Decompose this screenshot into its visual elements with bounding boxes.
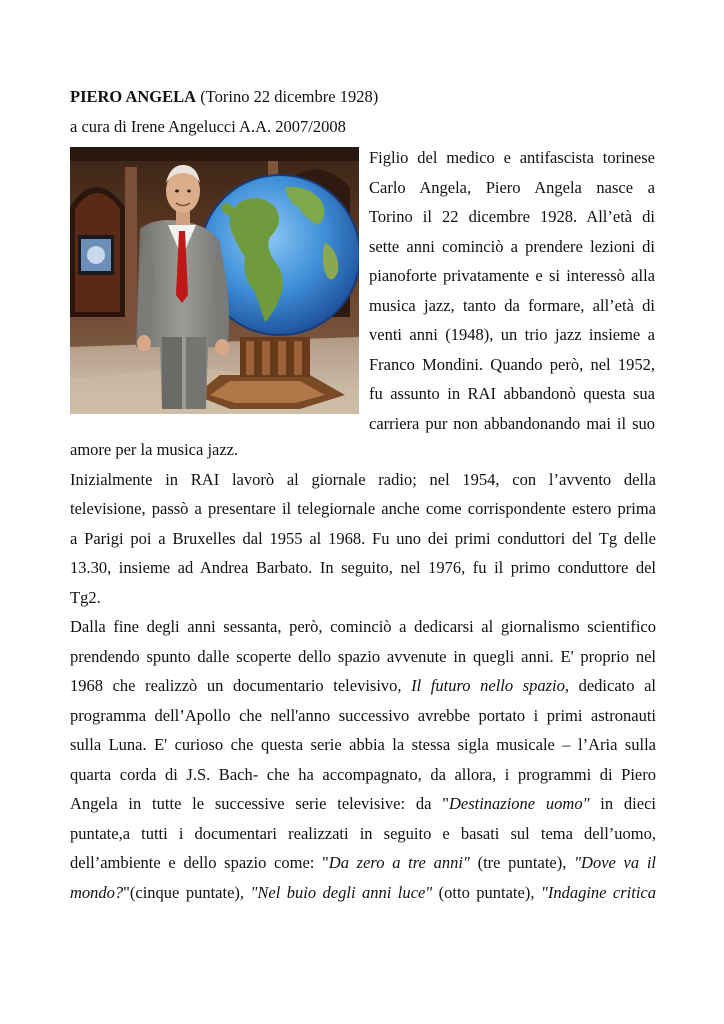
italic-title-destinazione: Destinazione uomo" [448, 794, 590, 813]
photo-illustration [70, 147, 359, 414]
title-birth: (Torino 22 dicembre 1928) [196, 87, 379, 106]
body-line: quarta corda di J.S. Bach- che ha accompagnato, da allora, i programmi di Piero [70, 764, 656, 784]
body-line [70, 789, 656, 819]
document-title [70, 86, 378, 108]
body-line: Inizialmente in RAI lavorò al giornale radio; nel 1954, con l’avvento della [70, 469, 656, 489]
body-line: prendendo spunto dalle scoperte dello spazio avvenute in quegli anni. E' proprio nel [70, 646, 656, 666]
float-line: venti anni (1948), un trio jazz insieme a [369, 325, 655, 344]
body-line: sulla Luna. E' curioso che questa serie abbia la stessa sigla musicale – l’Aria sulla [70, 735, 656, 754]
italic-title-indagine: "Indagine critica [540, 882, 656, 902]
title-name: PIERO ANGELA [70, 87, 197, 106]
text-run: , [239, 882, 251, 902]
text-run: (otto puntate) [432, 882, 531, 902]
float-line: Torino il 22 dicembre 1928. All’età di [369, 207, 655, 226]
text-run: 1968 che realizzò un documentario televisivo, [70, 676, 412, 695]
float-line: Carlo Angela, Piero Angela nasce a [369, 177, 655, 197]
italic-title-mondo: mondo? [70, 882, 124, 902]
float-line: carriera pur non abbandonando mai il suo [369, 413, 655, 433]
float-line: musica jazz, tanto da formare, all’età di [369, 295, 655, 315]
float-line: fu assunto in RAI abbandonò questa sua [369, 384, 655, 403]
italic-title-nel-buio: "Nel buio degli anni luce" [250, 882, 433, 902]
float-line: sette anni cominciò a prendere lezioni di [369, 236, 655, 256]
body-line [70, 671, 656, 701]
body-line: 13.30, insieme ad Andrea Barbato. In seguito, nel 1976, fu il primo conduttore del [70, 558, 656, 577]
float-line: pianoforte privatamente e si interessò alla [369, 266, 655, 285]
body-line: Dalla fine degli anni sessanta, però, cominciò a dedicarsi al giornalismo scientifico [70, 617, 656, 636]
text-run: in dieci [589, 794, 656, 813]
photo-piero-angela [70, 147, 359, 414]
text-run: dell’ambiente e dello spazio come: " [70, 853, 329, 872]
text-run: "(cinque puntate) [123, 882, 240, 902]
italic-title-da-zero: Da zero a tre anni" [328, 853, 470, 872]
float-line: Franco Mondini. Quando però, nel 1952, [369, 354, 655, 374]
text-run: (tre puntate), [469, 853, 575, 872]
italic-title-futuro: Il futuro nello spazio, [411, 676, 570, 695]
body-line: a Parigi poi a Bruxelles dal 1955 al 1968. Fu uno dei primi conduttori del Tg delle [70, 528, 656, 548]
body-paragraphs [70, 435, 656, 907]
body-line: televisione, passò a presentare il telegiornale anche come corrispondente estero prima [70, 499, 656, 518]
italic-title-dove-va: "Dove va il [574, 853, 656, 872]
text-run: dedicato al [569, 676, 656, 695]
body-line: puntate,a tutti i documentari realizzati in seguito e basati sul tema dell’uomo, [70, 823, 656, 843]
text-run: , [530, 882, 541, 902]
author-line: a cura di Irene Angelucci A.A. 2007/2008 [70, 117, 346, 136]
body-line: Tg2. [70, 587, 101, 607]
body-line: programma dell’Apollo che nell'anno successivo avrebbe portato i primi astronauti [70, 705, 656, 725]
intro-paragraph-float [369, 143, 655, 438]
body-line: amore per la musica jazz. [70, 440, 239, 459]
body-line [70, 848, 656, 878]
float-line: Figlio del medico e antifascista torinese [369, 148, 655, 167]
text-run: Angela in tutte le successive serie televisive: da " [70, 794, 449, 813]
body-line [70, 878, 656, 908]
